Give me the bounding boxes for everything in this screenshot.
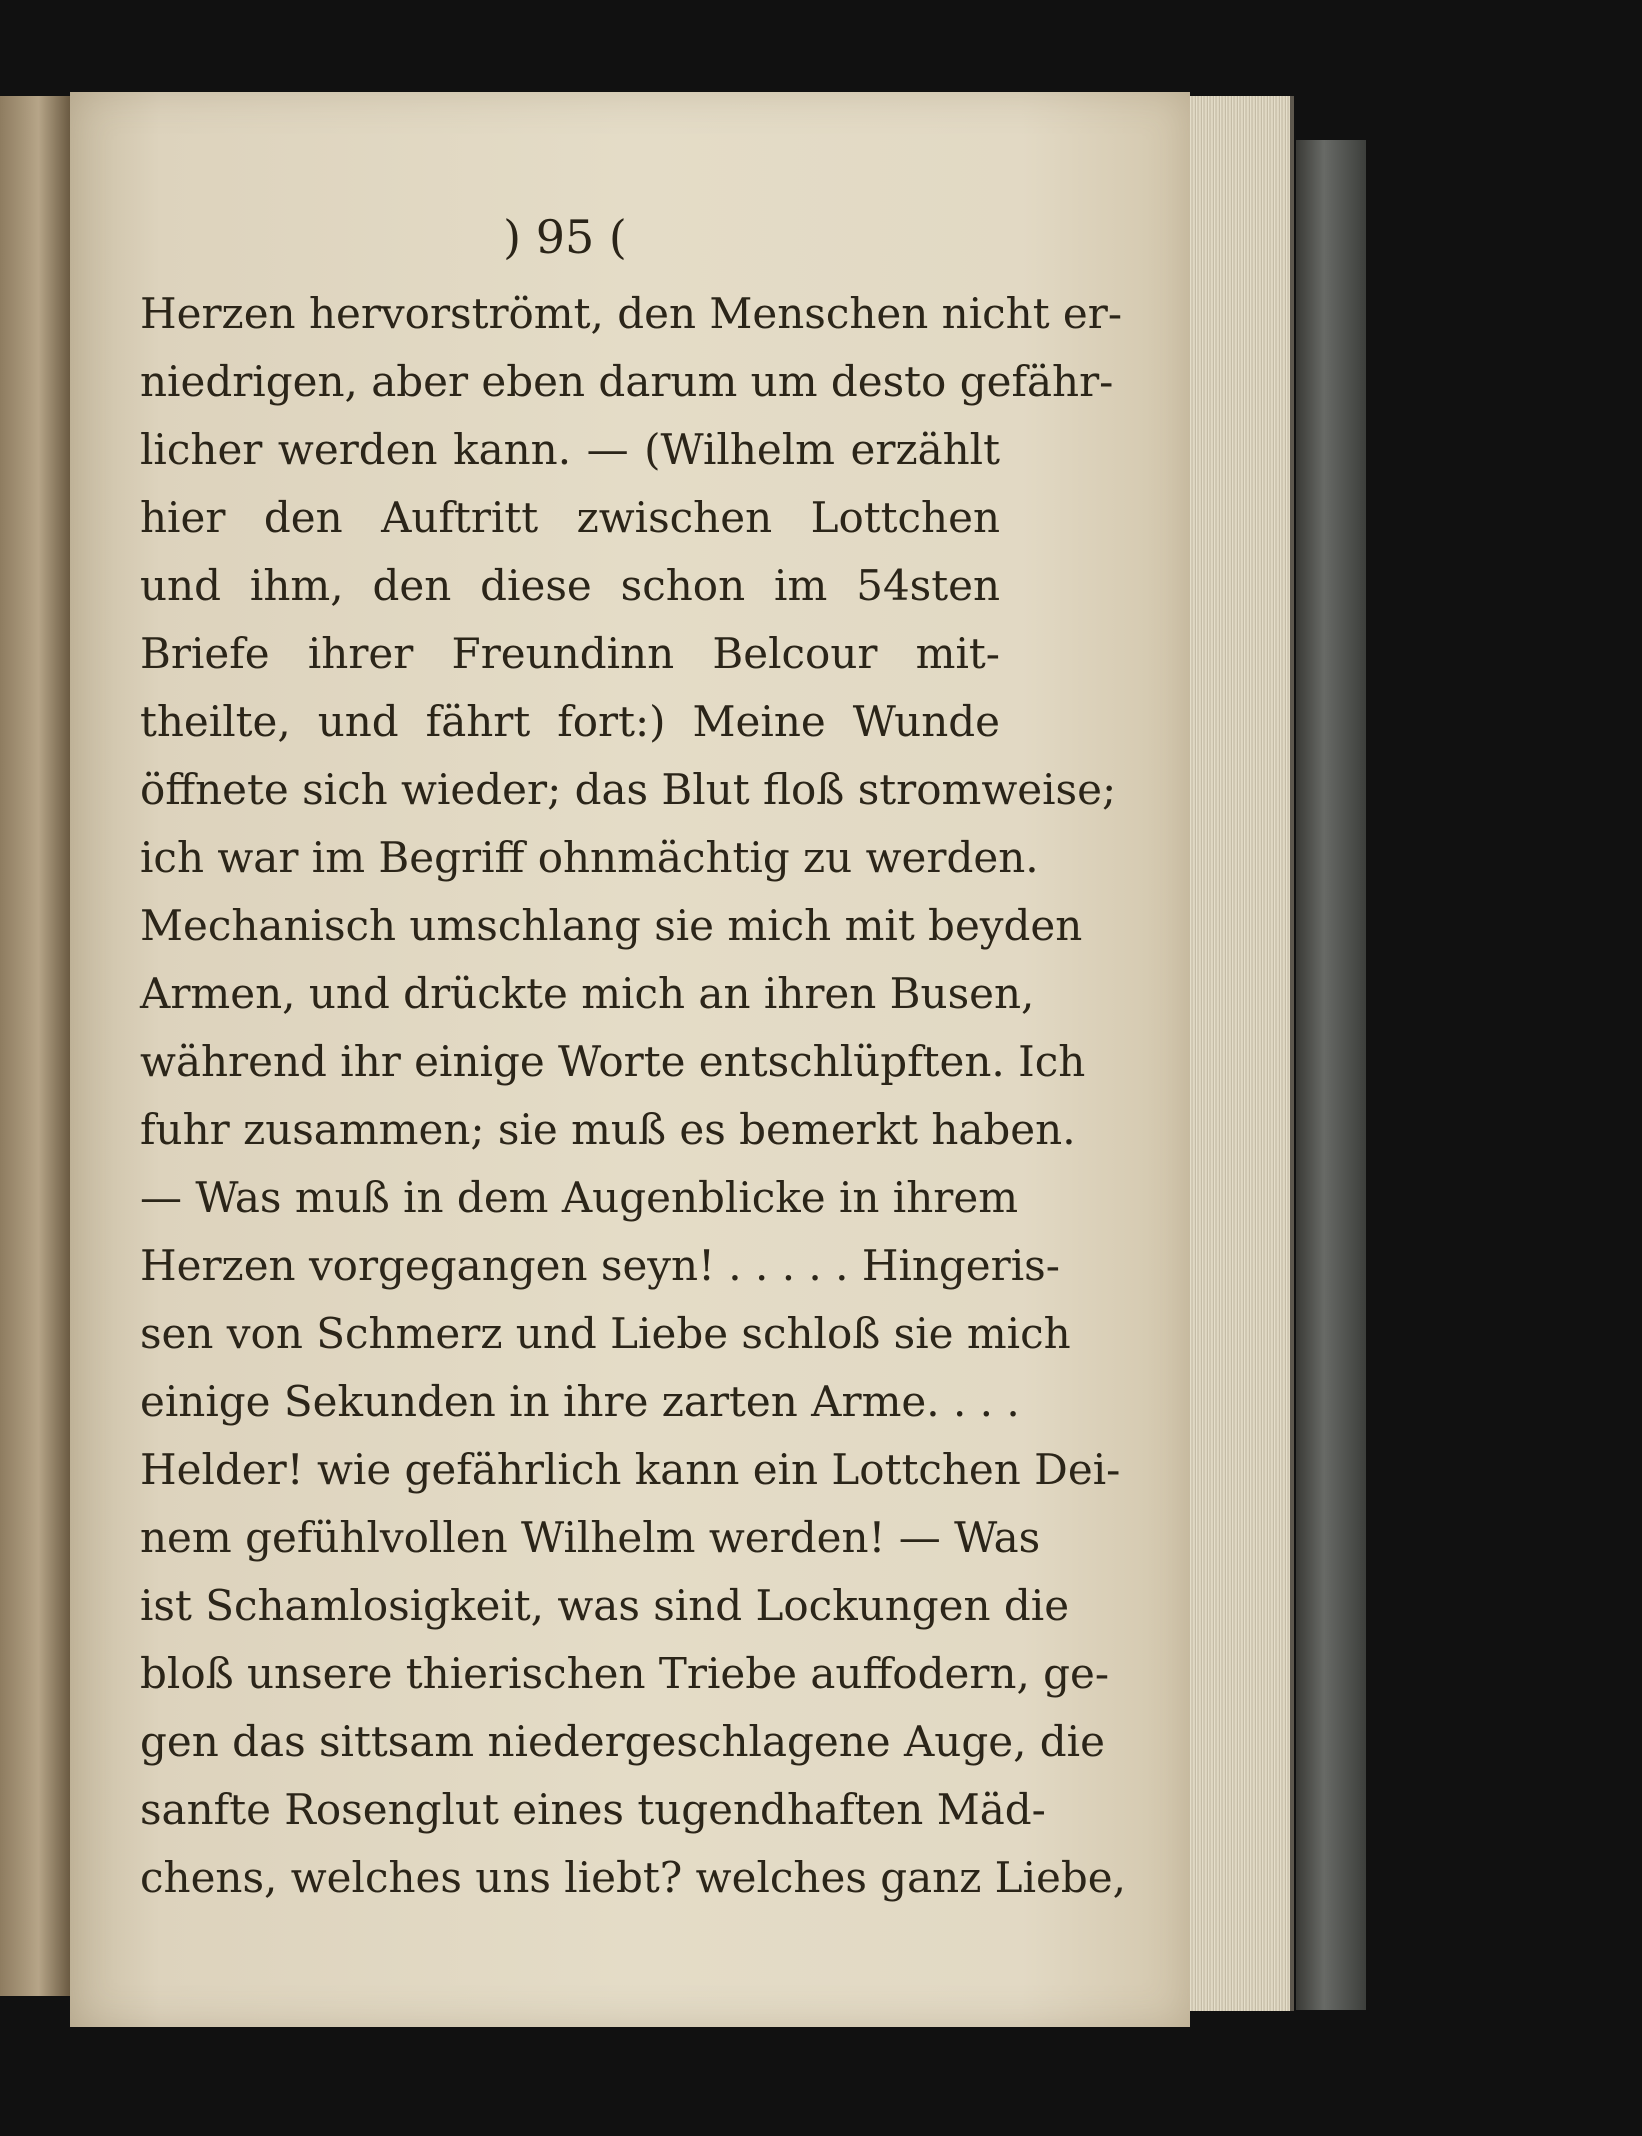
text-line: Herzen hervorströmt, den Menschen nicht er- xyxy=(140,289,1123,338)
text-line: licher werden kann. — (Wilhelm erzählt xyxy=(140,425,1000,474)
text-line: Herzen vorgegangen seyn! . . . . . Hingeris- xyxy=(140,1241,1060,1290)
text-line: bloß unsere thierischen Triebe auffodern, ge- xyxy=(140,1649,1110,1698)
text-line: sen von Schmerz und Liebe schloß sie mich xyxy=(140,1309,1071,1358)
text-line: und ihm, den diese schon im 54sten xyxy=(140,561,1000,610)
text-line: nem gefühlvollen Wilhelm werden! — Was xyxy=(140,1513,1041,1562)
text-line: Armen, und drückte mich an ihren Busen, xyxy=(140,969,1035,1018)
text-line: gen das sittsam niedergeschlagene Auge, die xyxy=(140,1717,1105,1766)
text-line: ich war im Begriff ohnmächtig zu werden. xyxy=(140,833,1039,882)
text-line: — Was muß in dem Augenblicke in ihrem xyxy=(140,1173,1019,1222)
left-page-edge xyxy=(0,96,70,1996)
text-line: chens, welches uns liebt? welches ganz Liebe, xyxy=(140,1853,1126,1902)
text-line: sanfte Rosenglut eines tugendhaften Mäd- xyxy=(140,1785,1046,1834)
text-line: während ihr einige Worte entschlüpften. Ich xyxy=(140,1037,1086,1086)
text-line: theilte, und fährt fort:) Meine Wunde xyxy=(140,697,1000,746)
page-block-edges xyxy=(1190,96,1294,2011)
text-line: öffnete sich wieder; das Blut floß stromweise; xyxy=(140,765,1117,814)
text-line: niedrigen, aber eben darum um desto gefähr- xyxy=(140,357,1114,406)
text-line: einige Sekunden in ihre zarten Arme. . . . xyxy=(140,1377,1020,1426)
text-line: Helder! wie gefährlich kann ein Lottchen Dei- xyxy=(140,1445,1121,1494)
text-line: Mechanisch umschlang sie mich mit beyden xyxy=(140,901,1083,950)
page-text xyxy=(140,280,1126,1912)
text-line: ist Schamlosigkeit, was sind Lockungen die xyxy=(140,1581,1070,1630)
text-line: fuhr zusammen; sie muß es bemerkt haben. xyxy=(140,1105,1076,1154)
book-cover-edge xyxy=(1296,140,1366,2010)
text-line: Briefe ihrer Freundinn Belcour mit- xyxy=(140,629,1000,678)
text-line: hier den Auftritt zwischen Lottchen xyxy=(140,493,1000,542)
page-number: ) 95 ( xyxy=(503,210,627,264)
